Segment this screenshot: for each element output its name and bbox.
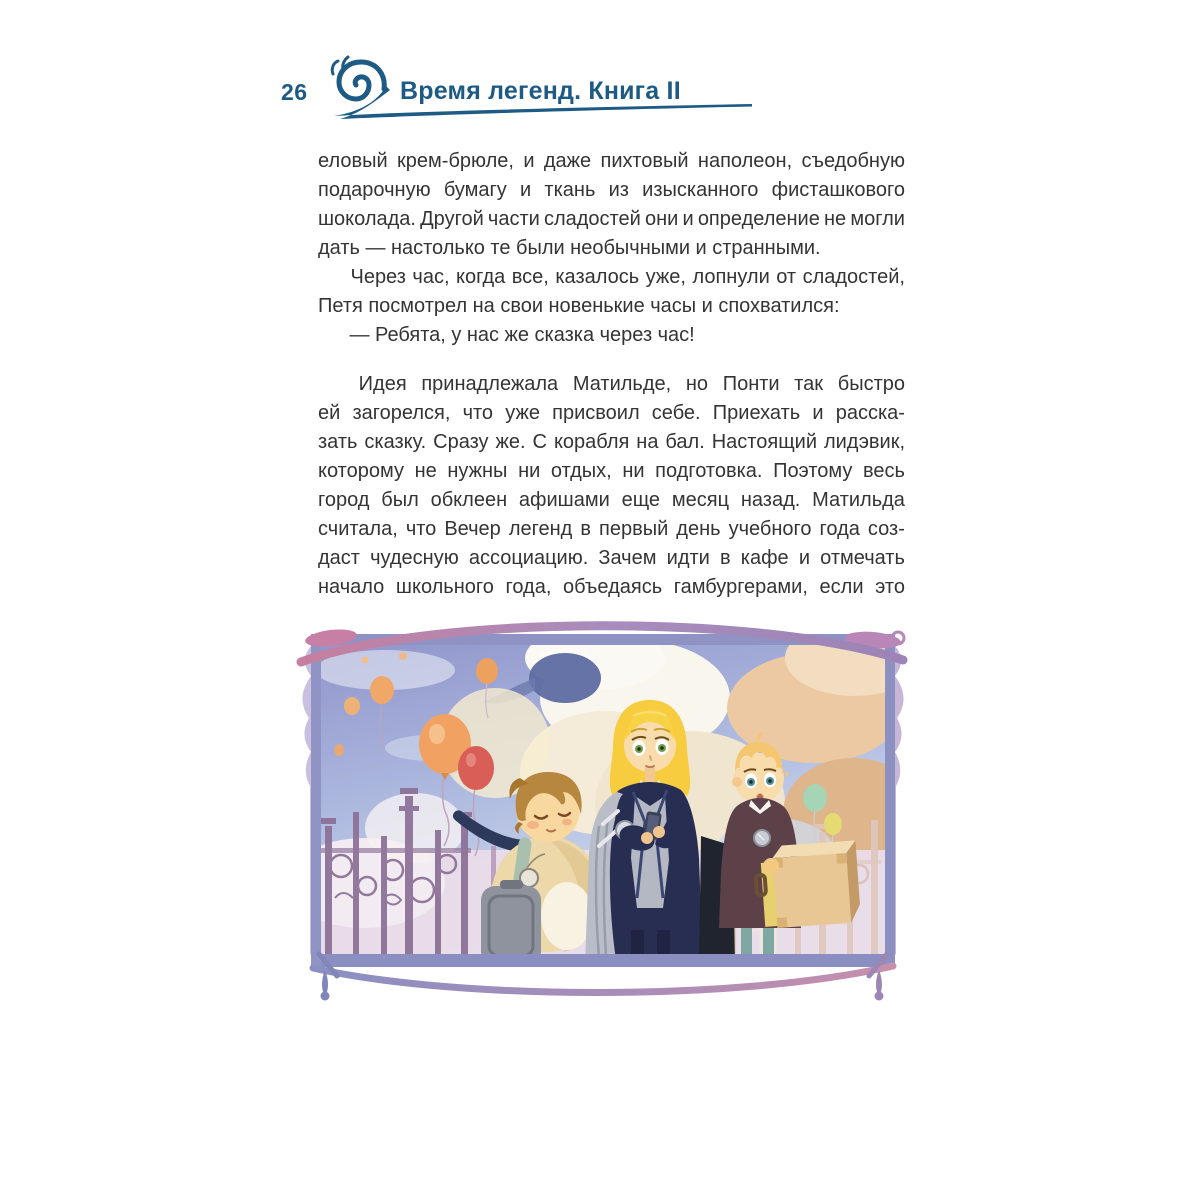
word: чудесную [370,547,459,569]
word: странными. [712,237,821,259]
word: же. [495,431,526,453]
word: афишами [518,489,610,511]
word: казалось [555,266,640,288]
word: сказку. [364,431,427,453]
word: бал. [665,431,705,453]
word: Через [350,266,406,288]
word: гамбургерами, [673,576,808,598]
word: зать [318,431,358,453]
word: нужны [447,460,508,482]
text-line [318,205,905,234]
word: которому [318,460,404,482]
word: отмечать [820,547,905,569]
word: ей [318,402,341,424]
word: Ребята, [375,324,446,346]
slate-cloud [529,653,601,703]
text-line [318,176,905,205]
word: те [490,237,511,259]
word: уже [505,402,540,424]
word: части [487,208,540,230]
word: Поэтому [773,460,853,482]
word: и [695,237,707,259]
word: ни [622,460,645,482]
word: себе. [651,402,701,424]
word: первый [599,518,669,540]
word: еще [621,489,661,511]
word: сказка [534,324,595,346]
word: у [451,324,462,346]
paragraph [318,370,905,602]
word: на [472,295,495,317]
word: даст [318,547,360,569]
word: и [701,295,713,317]
word: ни [518,460,541,482]
word: подарочную [318,179,431,201]
word: могли [850,208,905,230]
word: посмотрел [368,295,468,317]
word: Настоящий [711,431,817,453]
text-line [318,263,905,292]
paragraph [318,321,905,350]
word: сладостей, [802,266,905,288]
story-illustration [295,598,910,1013]
word: был [381,489,419,511]
word: еловый [318,150,388,172]
word: даже [543,150,592,172]
word: ткань [544,179,596,201]
text-line [318,147,905,176]
word: но [685,373,709,395]
word: корабля [553,431,630,453]
text-line [318,370,905,399]
word: весь [862,460,905,482]
word: подготовка. [655,460,763,482]
word: что [462,402,494,424]
word: кафе [740,547,789,569]
word: сладостей [543,208,641,230]
page-number: 26 [281,79,308,105]
word: нас [466,324,499,346]
word: съедобную [801,150,905,172]
word: час! [657,324,695,346]
illustration-scene [295,620,910,966]
word: ассоциацию. [468,547,589,569]
word: С [532,431,547,453]
word: Сразу [433,431,489,453]
text-line [318,234,905,263]
word: расска- [835,402,905,424]
word: и [682,208,694,230]
word: это [875,576,905,598]
word: день [676,518,721,540]
word: на [636,431,659,453]
text-line [318,292,905,321]
text-line [318,515,905,544]
word: уже, [645,266,686,288]
word: шоколада. [318,208,416,230]
word: Матильде, [572,373,672,395]
word: Матильда [812,489,905,511]
word: и [520,179,532,201]
word: Вечер [444,518,501,540]
word: объедаясь [563,576,663,598]
body-text [318,147,905,602]
word: и [798,547,810,569]
word: пихтовый [600,150,689,172]
paragraph [318,147,905,263]
word: изысканного [642,179,759,201]
word: спохватился: [718,295,840,317]
frame-bottom-swag [313,966,893,993]
word: считала, [318,518,398,540]
word: — [365,237,386,259]
text-line [318,399,905,428]
word: настолько [390,237,485,259]
word: лопнули [692,266,770,288]
word: Понти [722,373,780,395]
word: определение [697,208,820,230]
text-line [318,321,905,350]
word: месяц [671,489,730,511]
word: Петя [318,295,363,317]
word: принадлежала [421,373,559,395]
running-title: Время легенд. Книга II [400,77,681,105]
word: начало [318,576,385,598]
word: Другой [420,208,484,230]
word: час, [412,266,450,288]
text-line [318,428,905,457]
word: бумагу [443,179,507,201]
text-line [318,544,905,573]
word: необычными [570,237,691,259]
word: они [644,208,679,230]
word: дать [318,237,360,259]
word: и [812,402,824,424]
word: отдых, [550,460,612,482]
word: в [580,518,591,540]
word: присвоил [552,402,640,424]
word: от [776,266,797,288]
word: учебного [728,518,812,540]
word: через [599,324,653,346]
word: года, [505,576,552,598]
word: соз- [867,518,905,540]
word: загорелся, [352,402,451,424]
word: наполеон, [697,150,793,172]
word: года [819,518,860,540]
word: Идея [358,373,407,395]
text-line [318,457,905,486]
word: новенькие [548,295,645,317]
word: идти [666,547,710,569]
word: не [824,208,847,230]
word: лидэвик, [823,431,905,453]
word: часы [650,295,697,317]
word: что [405,518,437,540]
word: же [504,324,530,346]
word: и [523,150,535,172]
word: когда [456,266,506,288]
word: назад. [740,489,801,511]
word: фисташкового [771,179,905,201]
paragraph [318,263,905,321]
word: Зачем [598,547,657,569]
word: из [608,179,629,201]
word: — [349,324,370,346]
word: были [515,237,565,259]
word: в [719,547,731,569]
word: город [318,489,370,511]
word: Приехать [712,402,801,424]
word: все, [511,266,549,288]
word: школьного [395,576,494,598]
word: не [414,460,437,482]
text-line [318,486,905,515]
word: если [819,576,864,598]
frame-bottom-bar [311,954,895,967]
word: крем-брюле, [397,150,514,172]
word: легенд [508,518,573,540]
word: обклеен [430,489,508,511]
word: быстро [837,373,905,395]
word: так [794,373,824,395]
word: свои [500,295,544,317]
